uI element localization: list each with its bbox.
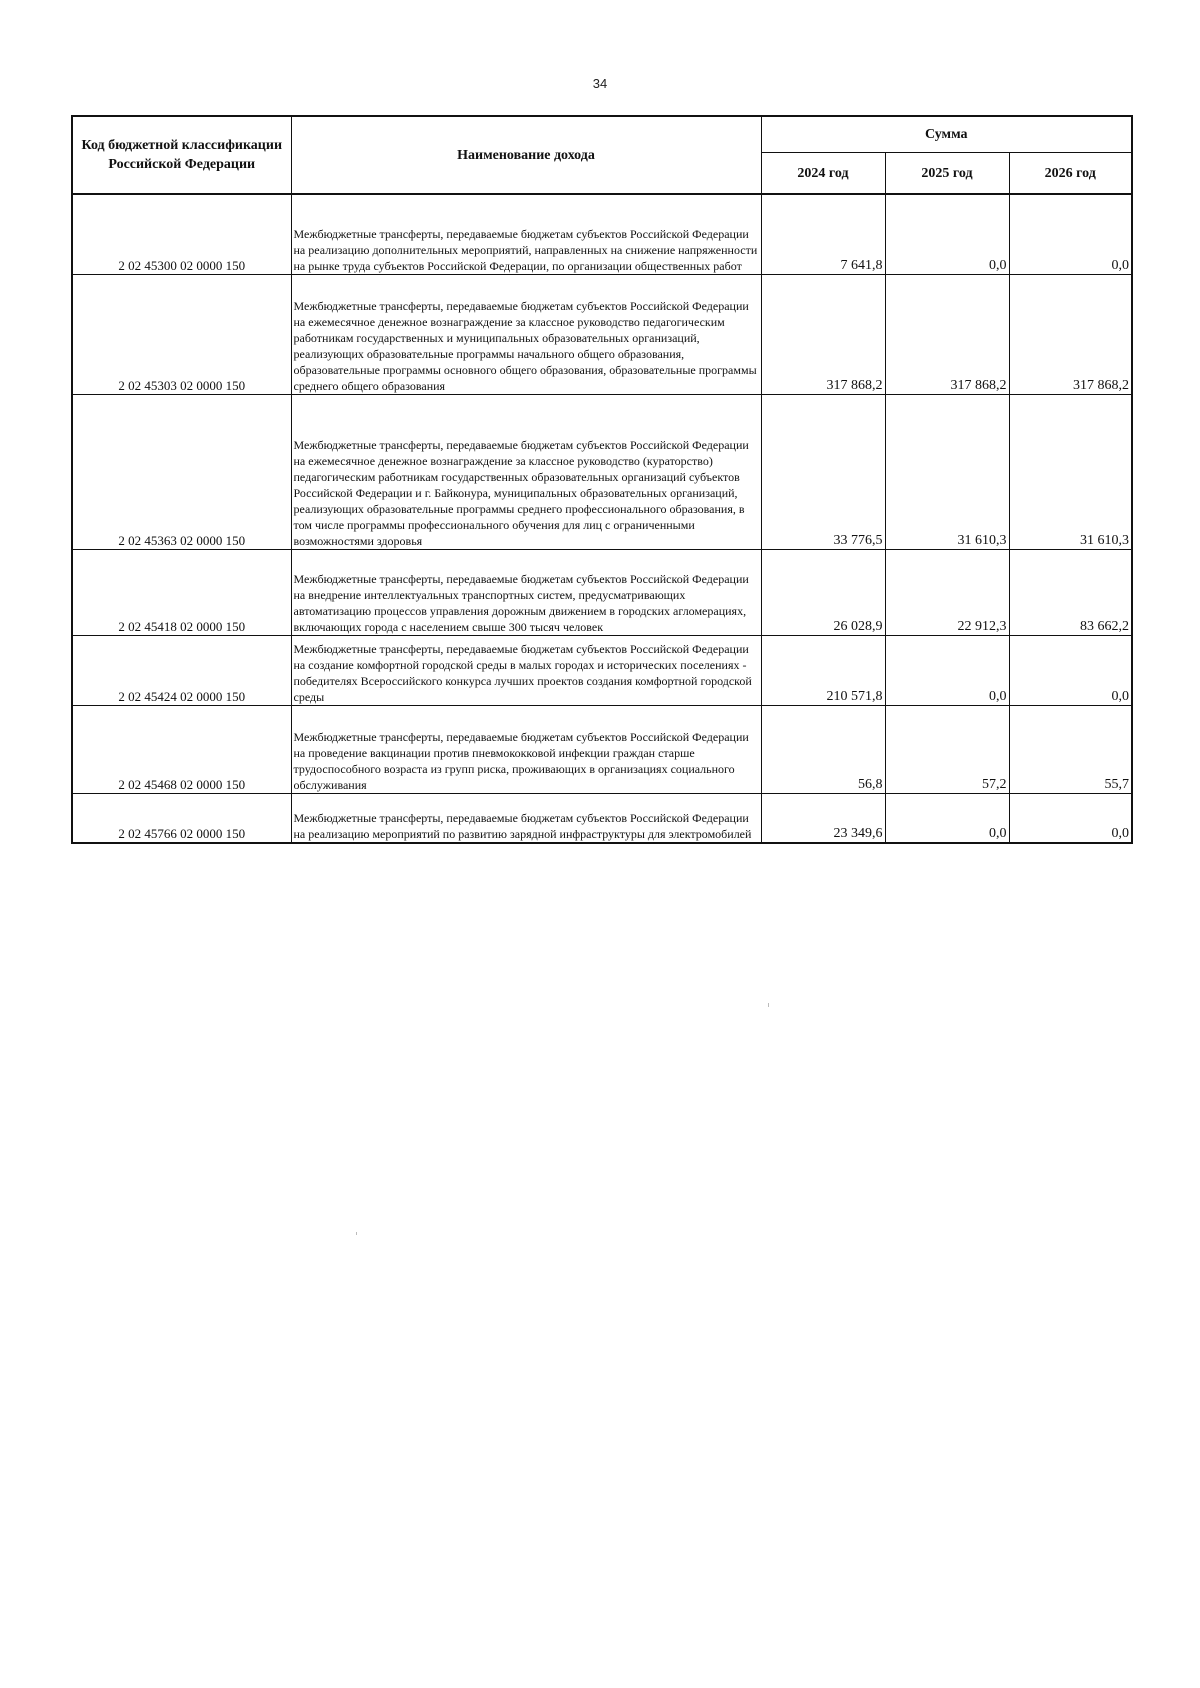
value-2024-cell: 317 868,2 (761, 274, 885, 394)
value-2024-cell: 210 571,8 (761, 635, 885, 705)
value-2024-cell: 26 028,9 (761, 549, 885, 635)
value-2025-cell: 0,0 (885, 793, 1009, 843)
name-cell: Межбюджетные трансферты, передаваемые бюджетам субъектов Российской Федерации на создание комфортной городской среды в малых городах и исторических поселениях - победителях Всероссийского конкурса лучших проектов создания комфортной городской среды (291, 635, 761, 705)
table-row (72, 194, 1132, 274)
header-year-2025: 2025 год (885, 153, 1009, 195)
code-cell: 2 02 45468 02 0000 150 (72, 705, 291, 793)
value-2026-cell: 31 610,3 (1009, 394, 1132, 549)
code-cell: 2 02 45766 02 0000 150 (72, 793, 291, 843)
value-2025-cell: 0,0 (885, 194, 1009, 274)
header-code: Код бюджетной классификации Российской Федерации (72, 116, 291, 194)
scan-speck (356, 1232, 357, 1235)
table-row (72, 793, 1132, 843)
value-2024-cell: 23 349,6 (761, 793, 885, 843)
code-cell: 2 02 45303 02 0000 150 (72, 274, 291, 394)
value-2026-cell: 0,0 (1009, 194, 1132, 274)
name-cell: Межбюджетные трансферты, передаваемые бюджетам субъектов Российской Федерации на проведение вакцинации против пневмококковой инфекции граждан старше трудоспособного возраста из групп риска, проживающих в организациях социального обслуживания (291, 705, 761, 793)
header-year-2026: 2026 год (1009, 153, 1132, 195)
header-year-2024: 2024 год (761, 153, 885, 195)
revenue-table (71, 115, 1133, 844)
name-cell: Межбюджетные трансферты, передаваемые бюджетам субъектов Российской Федерации на реализацию мероприятий по развитию зарядной инфраструктуры для электромобилей (291, 793, 761, 843)
value-2026-cell: 317 868,2 (1009, 274, 1132, 394)
code-cell: 2 02 45418 02 0000 150 (72, 549, 291, 635)
code-cell: 2 02 45424 02 0000 150 (72, 635, 291, 705)
value-2025-cell: 57,2 (885, 705, 1009, 793)
name-cell: Межбюджетные трансферты, передаваемые бюджетам субъектов Российской Федерации на внедрение интеллектуальных транспортных систем, предусматривающих автоматизацию процессов управления дорожным движением в городских агломерациях, включающих города с населением свыше 300 тысяч человек (291, 549, 761, 635)
code-cell: 2 02 45300 02 0000 150 (72, 194, 291, 274)
table-row (72, 394, 1132, 549)
value-2025-cell: 31 610,3 (885, 394, 1009, 549)
value-2024-cell: 56,8 (761, 705, 885, 793)
table-row (72, 549, 1132, 635)
table-row (72, 274, 1132, 394)
scan-speck (768, 1003, 769, 1007)
value-2025-cell: 317 868,2 (885, 274, 1009, 394)
value-2026-cell: 0,0 (1009, 793, 1132, 843)
table-body (72, 194, 1132, 843)
header-name: Наименование дохода (291, 116, 761, 194)
table-header (72, 116, 1132, 194)
page-number: 34 (592, 76, 608, 91)
value-2025-cell: 22 912,3 (885, 549, 1009, 635)
name-cell: Межбюджетные трансферты, передаваемые бюджетам субъектов Российской Федерации на реализацию дополнительных мероприятий, направленных на снижение напряженности на рынке труда субъектов Российской Федерации, по организации общественных работ (291, 194, 761, 274)
value-2026-cell: 55,7 (1009, 705, 1132, 793)
value-2024-cell: 33 776,5 (761, 394, 885, 549)
value-2026-cell: 0,0 (1009, 635, 1132, 705)
header-sum: Сумма (761, 116, 1132, 153)
value-2024-cell: 7 641,8 (761, 194, 885, 274)
value-2026-cell: 83 662,2 (1009, 549, 1132, 635)
name-cell: Межбюджетные трансферты, передаваемые бюджетам субъектов Российской Федерации на ежемесячное денежное вознаграждение за классное руководство педагогическим работникам государственных и муниципальных образовательных организаций, реализующих образовательные программы начального общего образования, образовательные программы основного общего образования, образовательные программы среднего общего образования (291, 274, 761, 394)
table-row (72, 705, 1132, 793)
table-row (72, 635, 1132, 705)
value-2025-cell: 0,0 (885, 635, 1009, 705)
name-cell: Межбюджетные трансферты, передаваемые бюджетам субъектов Российской Федерации на ежемесячное денежное вознаграждение за классное руководство (кураторство) педагогическим работникам государственных образовательных организаций субъектов Российской Федерации и г. Байконура, муниципальных образовательных организаций, реализующих образовательные программы среднего профессионального образования, в том числе программы профессионального обучения для лиц с ограниченными возможностями здоровья (291, 394, 761, 549)
code-cell: 2 02 45363 02 0000 150 (72, 394, 291, 549)
